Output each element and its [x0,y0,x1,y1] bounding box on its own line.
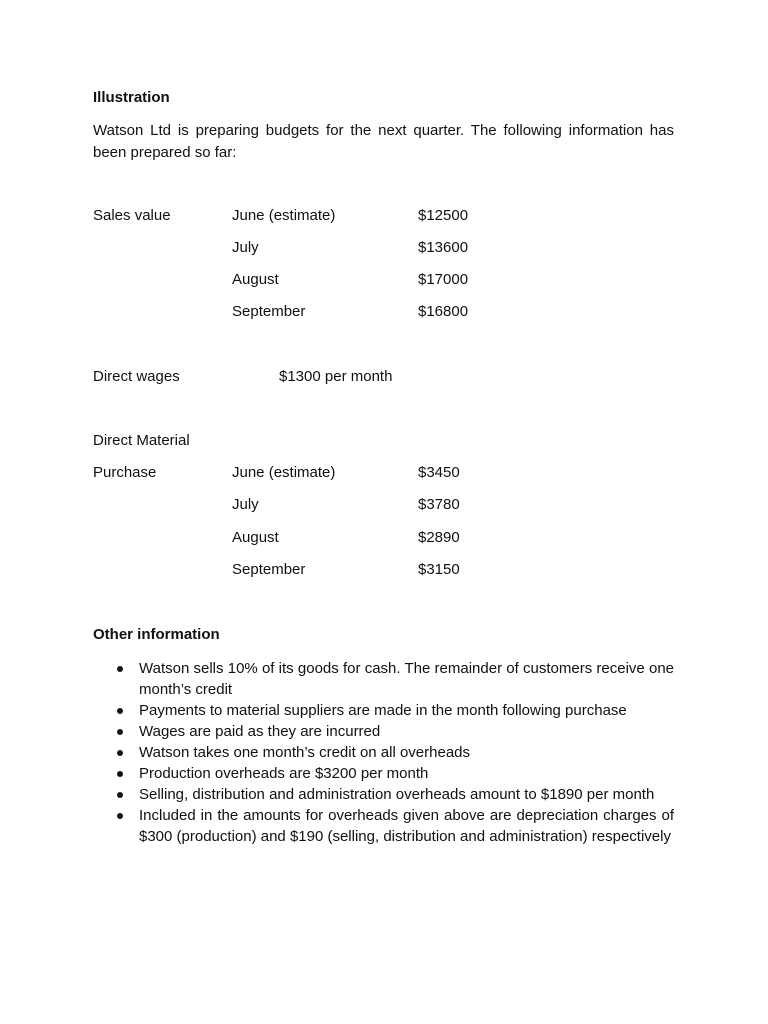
bullet-icon [117,666,123,672]
document-title: Illustration [93,89,170,106]
list-item [93,658,674,700]
bullet-icon [117,792,123,798]
table-row [0,239,768,259]
list-item-text: Watson takes one month’s credit on all overheads [139,744,471,761]
month-cell: September [232,561,306,578]
table-row [0,529,768,549]
table-row [0,464,768,484]
sales-label: Sales value [93,207,171,224]
month-cell: August [232,271,279,288]
month-cell: July [232,496,259,513]
list-item [93,763,674,784]
bullet-icon [117,813,123,819]
list-item [93,805,674,847]
amount-cell: $13600 [418,239,469,256]
amount-cell: $3150 [418,561,460,578]
list-item-text: Selling, distribution and administration overheads amount to $1890 per month [139,786,655,803]
month-cell: July [232,239,259,256]
table-row [0,561,768,581]
table-row [0,496,768,516]
table-row [0,271,768,291]
other-info-heading: Other information [93,626,220,643]
month-cell: June (estimate) [232,464,336,481]
other-info-list [93,658,674,847]
list-item [93,742,674,763]
amount-cell: $17000 [418,271,469,288]
list-item-text: Watson sells 10% of its goods for cash. The remainder of customers receive one month’s credit [139,660,674,698]
purchase-label: Purchase [93,464,157,481]
wages-value: $1300 per month [279,368,393,385]
wages-label: Direct wages [93,368,180,385]
amount-cell: $3780 [418,496,460,513]
month-cell: June (estimate) [232,207,336,224]
intro-paragraph: Watson Ltd is preparing budgets for the next quarter. The following information has been prepared so far: [93,122,674,161]
material-label: Direct Material [93,432,190,449]
month-cell: September [232,303,306,320]
list-item-text: Production overheads are $3200 per month [139,765,429,782]
amount-cell: $3450 [418,464,460,481]
bullet-icon [117,708,123,714]
list-item [93,721,674,742]
amount-cell: $16800 [418,303,469,320]
table-row [0,303,768,323]
amount-cell: $2890 [418,529,460,546]
bullet-icon [117,729,123,735]
list-item [93,700,674,721]
table-row [0,207,768,227]
list-item-text: Included in the amounts for overheads given above are depreciation charges of $300 (production) and $190 (selling, distribution and administration) respectively [139,807,674,845]
material-label-row [0,432,768,452]
month-cell: August [232,529,279,546]
list-item-text: Payments to material suppliers are made in the month following purchase [139,702,627,719]
bullet-icon [117,771,123,777]
bullet-icon [117,750,123,756]
list-item-text: Wages are paid as they are incurred [139,723,381,740]
amount-cell: $12500 [418,207,469,224]
list-item [93,784,674,805]
wages-row [0,368,768,388]
